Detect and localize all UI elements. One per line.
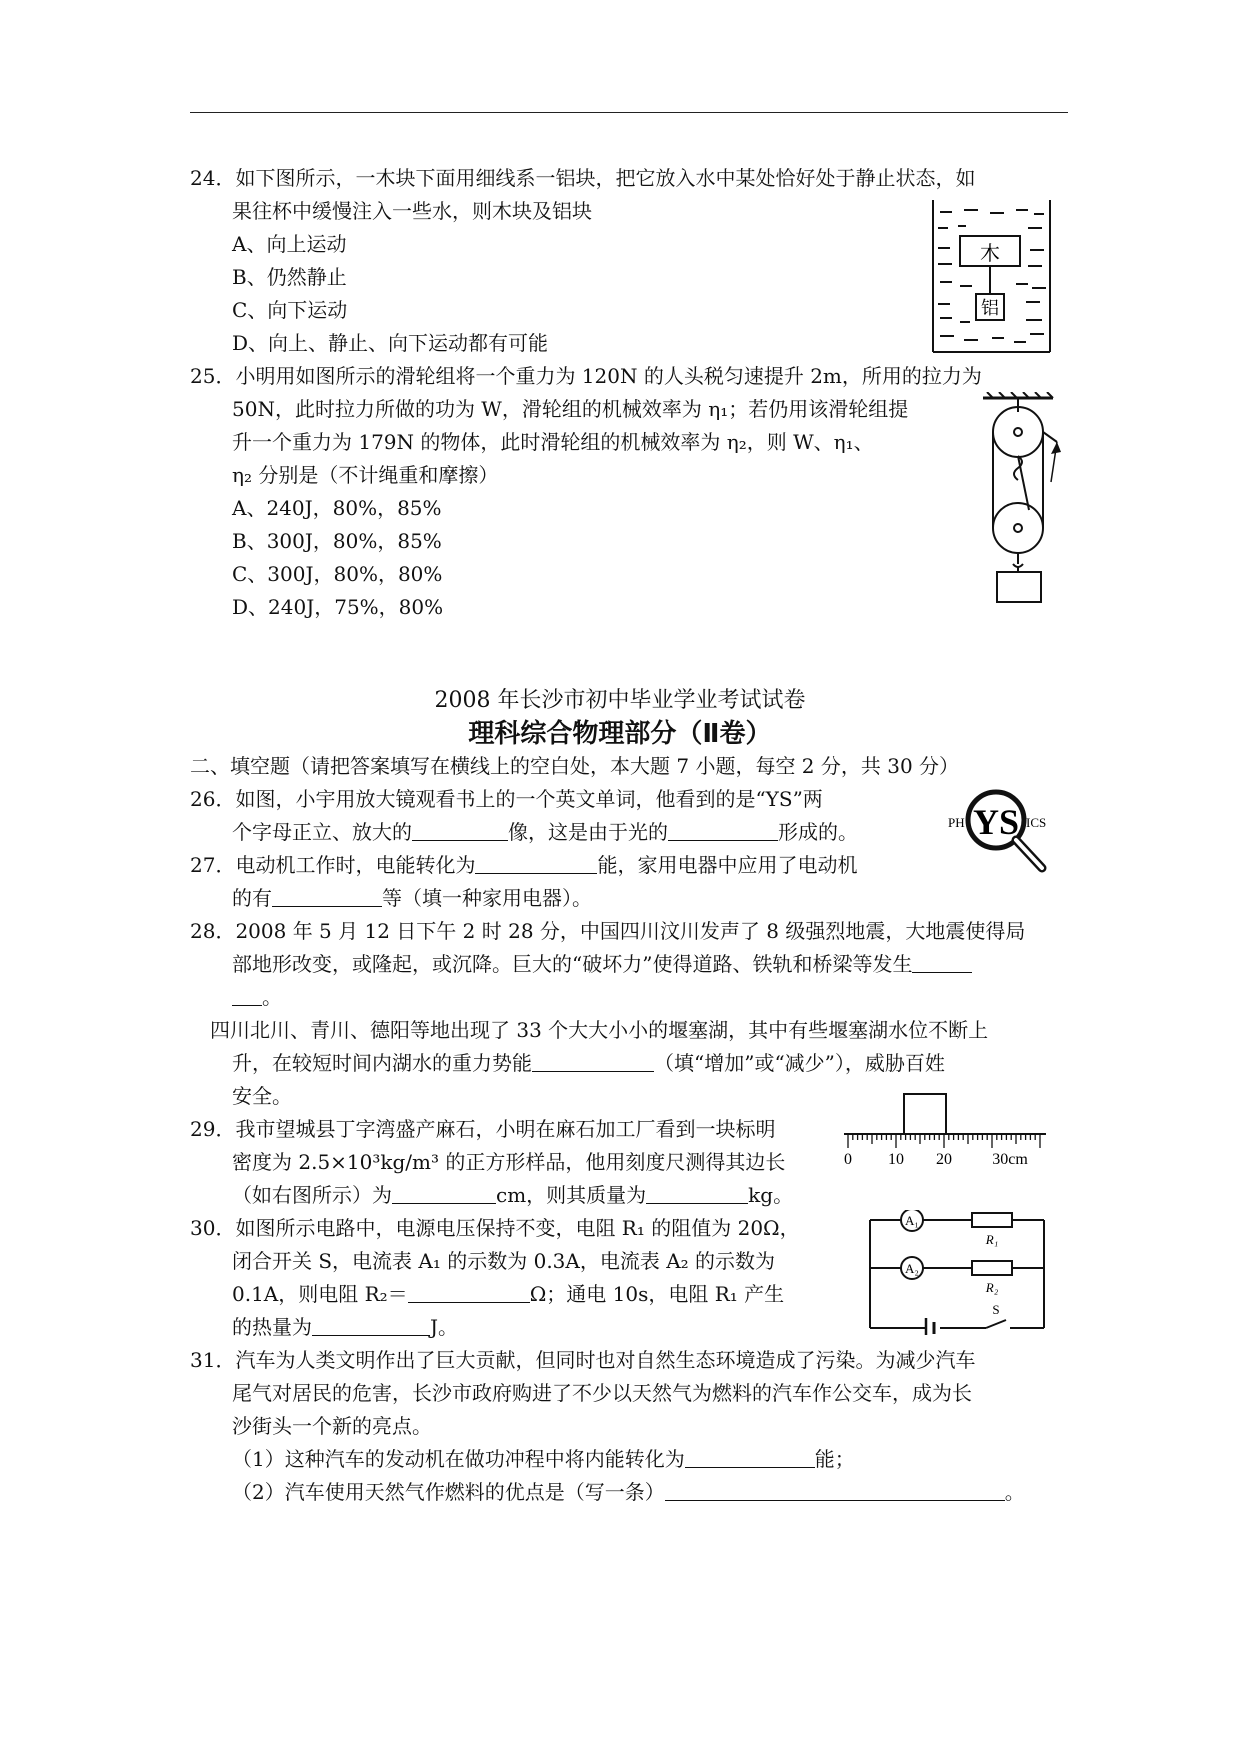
q31-text-a: （1）这种汽车的发动机在做功冲程中将内能转化为 [232,1447,685,1471]
q26-blank-1[interactable] [412,822,508,841]
q28-text-a: 部地形改变，或隆起，或沉降。巨大的“破坏力”使得道路、铁轨和桥梁等发生 [232,952,913,976]
q30-line1: 30．如图所示电路中，电源电压保持不变，电阻 R₁ 的阻值为 20Ω， [190,1216,800,1240]
q28-line1: 28．2008 年 5 月 12 日下午 2 时 28 分，中国四川汶川发声了 8 级强烈地震，大地震使得局 [190,919,1026,943]
ruler-label-0: 0 [844,1151,852,1168]
q28-line2 [232,954,972,974]
q25-option-d: D、240J，75%，80% [232,595,444,619]
q24-aluminum-label: 铝 [981,298,999,318]
q26-magnifier-figure [946,778,1056,878]
resistor-r2-label: R₂ [985,1280,999,1295]
q31-line2: 尾气对居民的危害，长沙市政府购进了不少以天然气为燃料的汽车作公交车，成为长 [232,1381,972,1405]
q25-line4: η₂ 分别是（不计绳重和摩擦） [232,463,499,487]
q30-blank-2[interactable] [312,1317,430,1336]
ammeter-a2-label: A₂ [905,1261,919,1276]
q26-line2 [232,822,858,842]
q26-line1: 26．如图，小宇用放大镜观看书上的一个英文单词，他看到的是“YS”两 [190,787,823,811]
q29-text-a: （如右图所示）为 [232,1183,392,1207]
q27-blank-1[interactable] [475,855,597,874]
q30-line4 [232,1317,458,1337]
q31-blank-2[interactable] [665,1482,1005,1501]
q30-text-c: 的热量为 [232,1315,312,1339]
ammeter-a1-label: A₁ [905,1213,919,1228]
q30-text-b: Ω；通电 10s，电阻 R₁ 产生 [529,1282,785,1306]
q29-line1: 29．我市望城县丁字湾盛产麻石，小明在麻石加工厂看到一块标明 [190,1117,776,1141]
q30-text-d: J。 [430,1315,459,1339]
q27-line1 [190,855,857,875]
q27-blank-2[interactable] [272,888,382,907]
q27-text-c: 的有 [232,886,272,910]
q25-line1: 25．小明用如图所示的滑轮组将一个重力为 120N 的人头税匀速提升 2m，所用的拉力为 [190,364,982,388]
q28-blank-1b[interactable] [232,987,262,1006]
q29-blank-1[interactable] [392,1185,496,1204]
q26-text-b: 像，这是由于光的 [508,820,668,844]
q30-blank-1[interactable] [408,1284,530,1303]
q30-line3 [232,1284,784,1304]
exam-title: 2008 年长沙市初中毕业学业考试试卷 [434,688,806,713]
q25-option-c: C、300J，80%，80% [232,562,443,586]
q31-sub1 [232,1449,855,1469]
switch-s-label: S [992,1302,1000,1317]
q24-beaker-figure [930,198,1055,356]
q31-text-c: （2）汽车使用天然气作燃料的优点是（写一条） [232,1480,665,1504]
ruler-label-10: 10 [888,1151,904,1168]
q31-blank-1[interactable] [685,1449,815,1468]
q26-text-c: 形成的。 [778,820,858,844]
q29-text-b: cm，则其质量为 [496,1183,647,1207]
q26-blank-2[interactable] [668,822,778,841]
q24-option-c: C、向下运动 [232,298,348,322]
q30-line2: 闭合开关 S，电流表 A₁ 的示数为 0.3A，电流表 A₂ 的示数为 [232,1249,776,1273]
q24-option-d: D、向上、静止、向下运动都有可能 [232,331,549,355]
header-rule [190,112,1068,113]
q28-blank-1a[interactable] [912,954,972,973]
q29-ruler-figure [842,1092,1047,1172]
q24-line2: 果往杯中缓慢注入一些水，则木块及铝块 [232,199,592,223]
q31-text-b: 能； [814,1447,855,1471]
q28-text-b: 。 [262,985,282,1009]
q26-ys-text: YS [972,802,1020,842]
q28-line4: 四川北川、青川、德阳等地出现了 33 个大大小小的堰塞湖，其中有些堰塞湖水位不断上 [210,1018,989,1042]
q28-line5 [232,1053,945,1073]
q25-line2: 50N，此时拉力所做的功为 W，滑轮组的机械效率为 η₁；若仍用该滑轮组提 [232,397,909,421]
ruler-label-20: 20 [936,1151,952,1168]
q30-circuit-figure [866,1210,1051,1335]
q28-blank-2[interactable] [532,1053,654,1072]
resistor-r1-label: R₁ [985,1232,999,1247]
q25-option-a: A、240J，80%，85% [232,496,442,520]
q29-line2: 密度为 2.5×10³kg/m³ 的正方形样品，他用刻度尺测得其边长 [232,1150,786,1174]
q24-wood-label: 木 [980,243,1000,265]
q25-option-b: B、300J，80%，85% [232,529,442,553]
q27-text-b: 能，家用电器中应用了电动机 [597,853,858,877]
q31-line3: 沙街头一个新的亮点。 [232,1414,432,1438]
q30-text-a: 0.1A，则电阻 R₂＝ [232,1282,408,1306]
q31-line1: 31．汽车为人类文明作出了巨大贡献，但同时也对自然生态环境造成了污染。为减少汽车 [190,1348,976,1372]
q31-text-d: 。 [1004,1480,1025,1504]
q26-ics-text: ICS [1026,815,1047,830]
part-title: 理科综合物理部分（Ⅱ卷） [468,719,772,749]
section-heading: 二、填空题（请把答案填写在横线上的空白处，本大题 7 小题，每空 2 分，共 30 分） [190,754,960,778]
q31-sub2 [232,1482,1025,1502]
q28-line6: 安全。 [232,1084,292,1108]
q28-text-d: （填“增加”或“减少”），威胁百姓 [654,1051,945,1075]
q25-pulley-figure [975,392,1065,607]
q27-text-a: 27．电动机工作时，电能转化为 [190,853,476,877]
q29-text-c: kg。 [748,1183,794,1207]
q27-text-d: 等（填一种家用电器）。 [382,886,592,910]
q24-option-a: A、向上运动 [232,232,347,256]
q25-line3: 升一个重力为 179N 的物体，此时滑轮组的机械效率为 η₂，则 W、η₁、 [232,430,874,454]
q28-text-c: 升，在较短时间内湖水的重力势能 [232,1051,532,1075]
q24-line1: 24．如下图所示，一木块下面用细线系一铝块，把它放入水中某处恰好处于静止状态，如 [190,166,976,190]
q26-ph-text: PH [948,815,965,830]
q29-blank-2[interactable] [646,1185,748,1204]
q29-line3 [232,1185,793,1205]
q26-text-a: 个字母正立、放大的 [232,820,412,844]
ruler-label-30: 30cm [992,1151,1028,1168]
q24-option-b: B、仍然静止 [232,265,347,289]
q27-line2 [232,888,592,908]
q28-line3 [232,987,282,1007]
